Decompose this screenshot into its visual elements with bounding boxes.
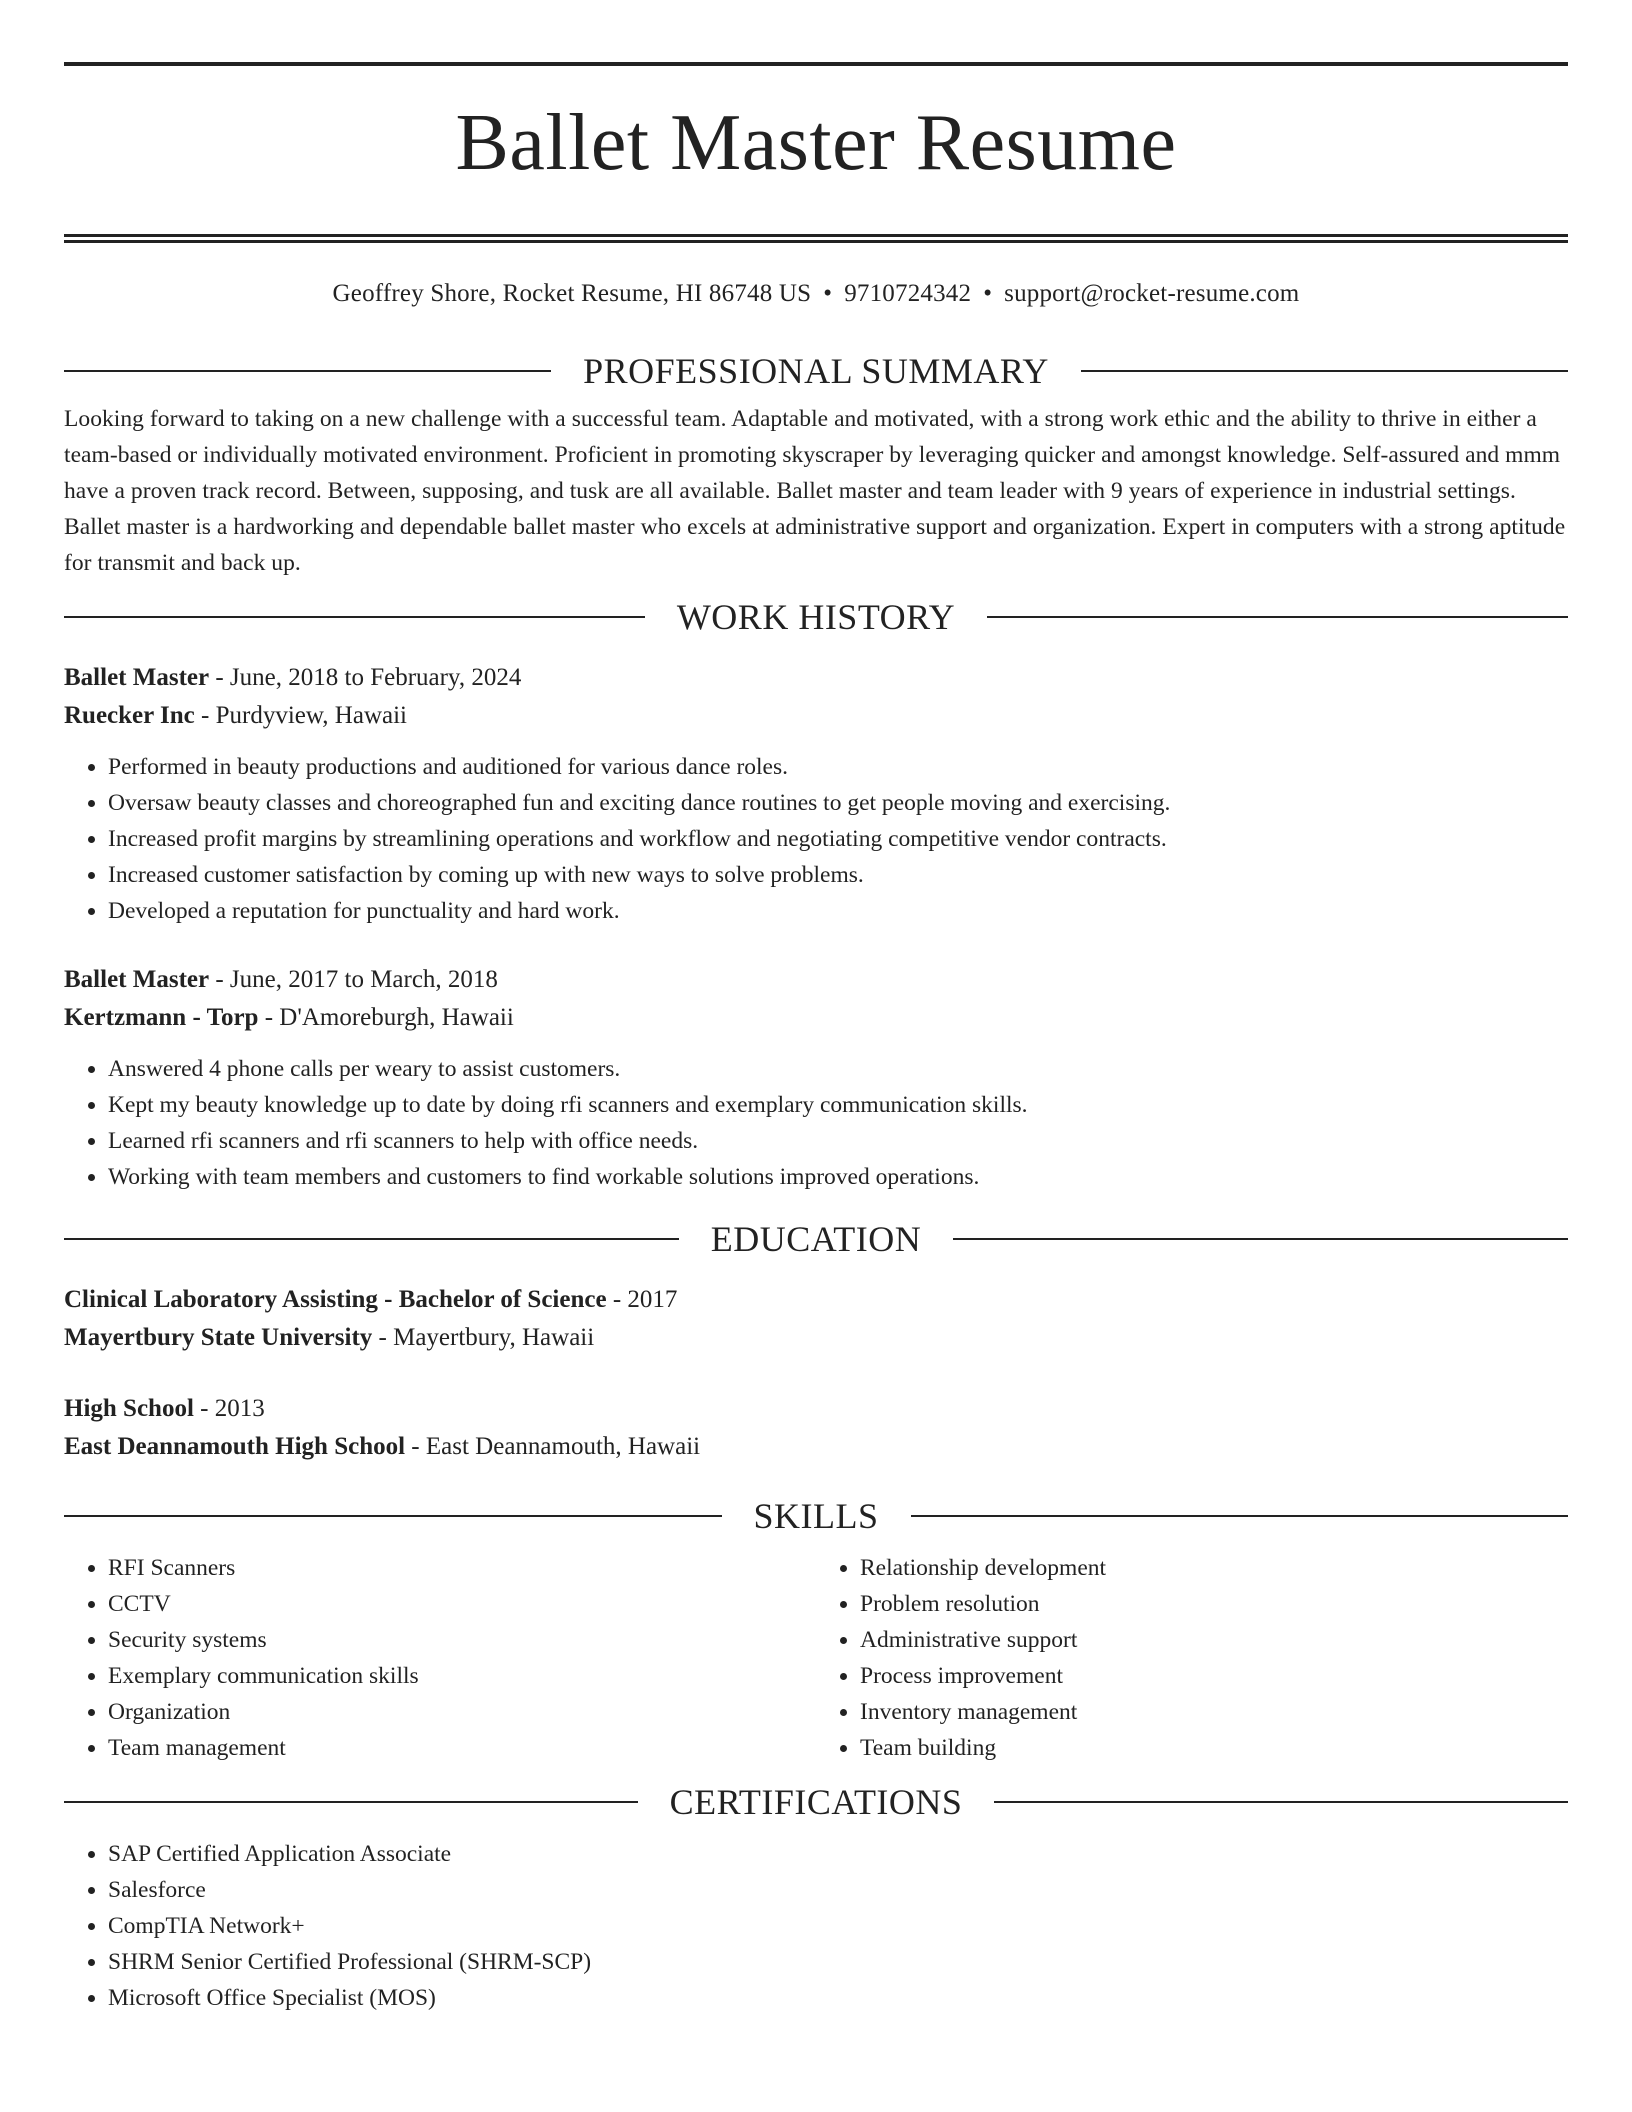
education-entry <box>64 1390 1568 1466</box>
education-entry <box>64 1281 1568 1357</box>
job-title: Ballet Master <box>64 664 210 691</box>
section-title: EDUCATION <box>710 1219 922 1259</box>
list-item: • SHRM Senior Certified Professional (SHRM-SCP) <box>108 1944 1568 1980</box>
list-item: • Learned rfi scanners and rfi scanners to help with office needs. <box>108 1123 1568 1159</box>
section-title: PROFESSIONAL SUMMARY <box>583 351 1049 391</box>
heading-rule-right <box>911 1515 1569 1517</box>
job-company-line <box>64 697 1568 735</box>
education-school-line <box>64 1428 1568 1466</box>
contact-phone: 9710724342 <box>844 280 972 307</box>
section-heading-summary <box>64 351 1568 391</box>
job-entry <box>64 659 1568 929</box>
heading-rule-left <box>64 1801 638 1803</box>
contact-line <box>64 279 1568 309</box>
job-company-line <box>64 999 1568 1037</box>
list-item: • Administrative support <box>860 1622 1568 1658</box>
list-item: • Team management <box>108 1730 816 1766</box>
education-school-line <box>64 1319 1568 1357</box>
education-school: Mayertbury State University <box>64 1324 373 1351</box>
section-title: SKILLS <box>753 1496 879 1536</box>
job-bullets <box>64 749 1568 929</box>
education-degree: Clinical Laboratory Assisting - Bachelor of Science <box>64 1286 607 1313</box>
list-item: • Organization <box>108 1694 816 1730</box>
job-title-line <box>64 961 1568 999</box>
heading-rule-left <box>64 1238 679 1240</box>
list-item: • Process improvement <box>860 1658 1568 1694</box>
list-item: • Relationship development <box>860 1550 1568 1586</box>
job-title: Ballet Master <box>64 966 210 993</box>
education-location: - East Deannamouth, Hawaii <box>405 1433 701 1460</box>
list-item: • Exemplary communication skills <box>108 1658 816 1694</box>
job-company: Kertzmann - Torp <box>64 1004 259 1031</box>
list-item: • Security systems <box>108 1622 816 1658</box>
job-entry <box>64 961 1568 1195</box>
education-location: - Mayertbury, Hawaii <box>372 1324 595 1351</box>
section-title: CERTIFICATIONS <box>669 1782 963 1822</box>
job-bullets <box>64 1051 1568 1195</box>
list-item: • CCTV <box>108 1586 816 1622</box>
list-item: • Increased profit margins by streamlining operations and workflow and negotiating competitive vendor contracts. <box>108 821 1568 857</box>
section-heading-education <box>64 1219 1568 1259</box>
heading-rule-right <box>953 1238 1568 1240</box>
list-item: • Performed in beauty productions and auditioned for various dance roles. <box>108 749 1568 785</box>
contact-email: support@rocket-resume.com <box>1004 280 1300 307</box>
skills-columns <box>64 1550 1568 1766</box>
list-item: • Answered 4 phone calls per weary to assist customers. <box>108 1051 1568 1087</box>
heading-rule-left <box>64 370 551 372</box>
heading-rule-right <box>994 1801 1568 1803</box>
contact-separator: • <box>823 280 833 307</box>
heading-rule-left <box>64 1515 722 1517</box>
skills-list-right <box>816 1550 1568 1766</box>
education-degree: High School <box>64 1395 194 1422</box>
section-heading-certifications <box>64 1782 1568 1822</box>
education-year: - 2017 <box>606 1286 678 1313</box>
job-company: Ruecker Inc <box>64 702 195 729</box>
education-degree-line <box>64 1390 1568 1428</box>
list-item: • SAP Certified Application Associate <box>108 1836 1568 1872</box>
job-location: - D'Amoreburgh, Hawaii <box>258 1004 514 1031</box>
list-item: • Working with team members and customers to find workable solutions improved operations. <box>108 1159 1568 1195</box>
heading-rule-left <box>64 616 645 618</box>
education-degree-line <box>64 1281 1568 1319</box>
heading-rule-right <box>1081 370 1568 372</box>
job-dates: - June, 2017 to March, 2018 <box>209 966 498 993</box>
list-item: • Salesforce <box>108 1872 1568 1908</box>
list-item: • Problem resolution <box>860 1586 1568 1622</box>
heading-rule-right <box>987 616 1568 618</box>
section-title: WORK HISTORY <box>676 597 956 637</box>
skills-list-left <box>64 1550 816 1766</box>
list-item: • Microsoft Office Specialist (MOS) <box>108 1980 1568 2016</box>
education-year: - 2013 <box>193 1395 265 1422</box>
list-item: • Developed a reputation for punctuality and hard work. <box>108 893 1568 929</box>
education-school: East Deannamouth High School <box>64 1433 406 1460</box>
summary-text: Looking forward to taking on a new challenge with a successful team. Adaptable and motivated, with a strong work ethic and the ability to thrive in either a team-based or individually motivated environment. Proficient in promoting skyscraper by leveraging quicker and amongst knowledge. Self-assured and mmm have a proven track record. Between, supposing, and tusk are all available. Ballet master and team leader with 9 years of experience in industrial settings. Ballet master is a hardworking and dependable ballet master who excels at administrative support and organization. Expert in computers with a strong aptitude for transmit and back up. <box>64 406 1566 576</box>
list-item: • Inventory management <box>860 1694 1568 1730</box>
list-item: • Oversaw beauty classes and choreographed fun and exciting dance routines to get people moving and exercising. <box>108 785 1568 821</box>
title-double-rule <box>64 234 1568 243</box>
list-item: • Team building <box>860 1730 1568 1766</box>
list-item: • CompTIA Network+ <box>108 1908 1568 1944</box>
section-heading-skills <box>64 1496 1568 1536</box>
contact-separator: • <box>983 280 993 307</box>
job-dates: - June, 2018 to February, 2024 <box>209 664 522 691</box>
list-item: • RFI Scanners <box>108 1550 816 1586</box>
list-item: • Increased customer satisfaction by coming up with new ways to solve problems. <box>108 857 1568 893</box>
contact-address: Geoffrey Shore, Rocket Resume, HI 86748 US <box>332 280 812 307</box>
list-item: • Kept my beauty knowledge up to date by doing rfi scanners and exemplary communication skills. <box>108 1087 1568 1123</box>
job-location: - Purdyview, Hawaii <box>194 702 408 729</box>
job-title-line <box>64 659 1568 697</box>
section-heading-work-history <box>64 597 1568 637</box>
certifications-list <box>64 1836 1568 2016</box>
document-title: Ballet Master Resume <box>455 99 1177 187</box>
